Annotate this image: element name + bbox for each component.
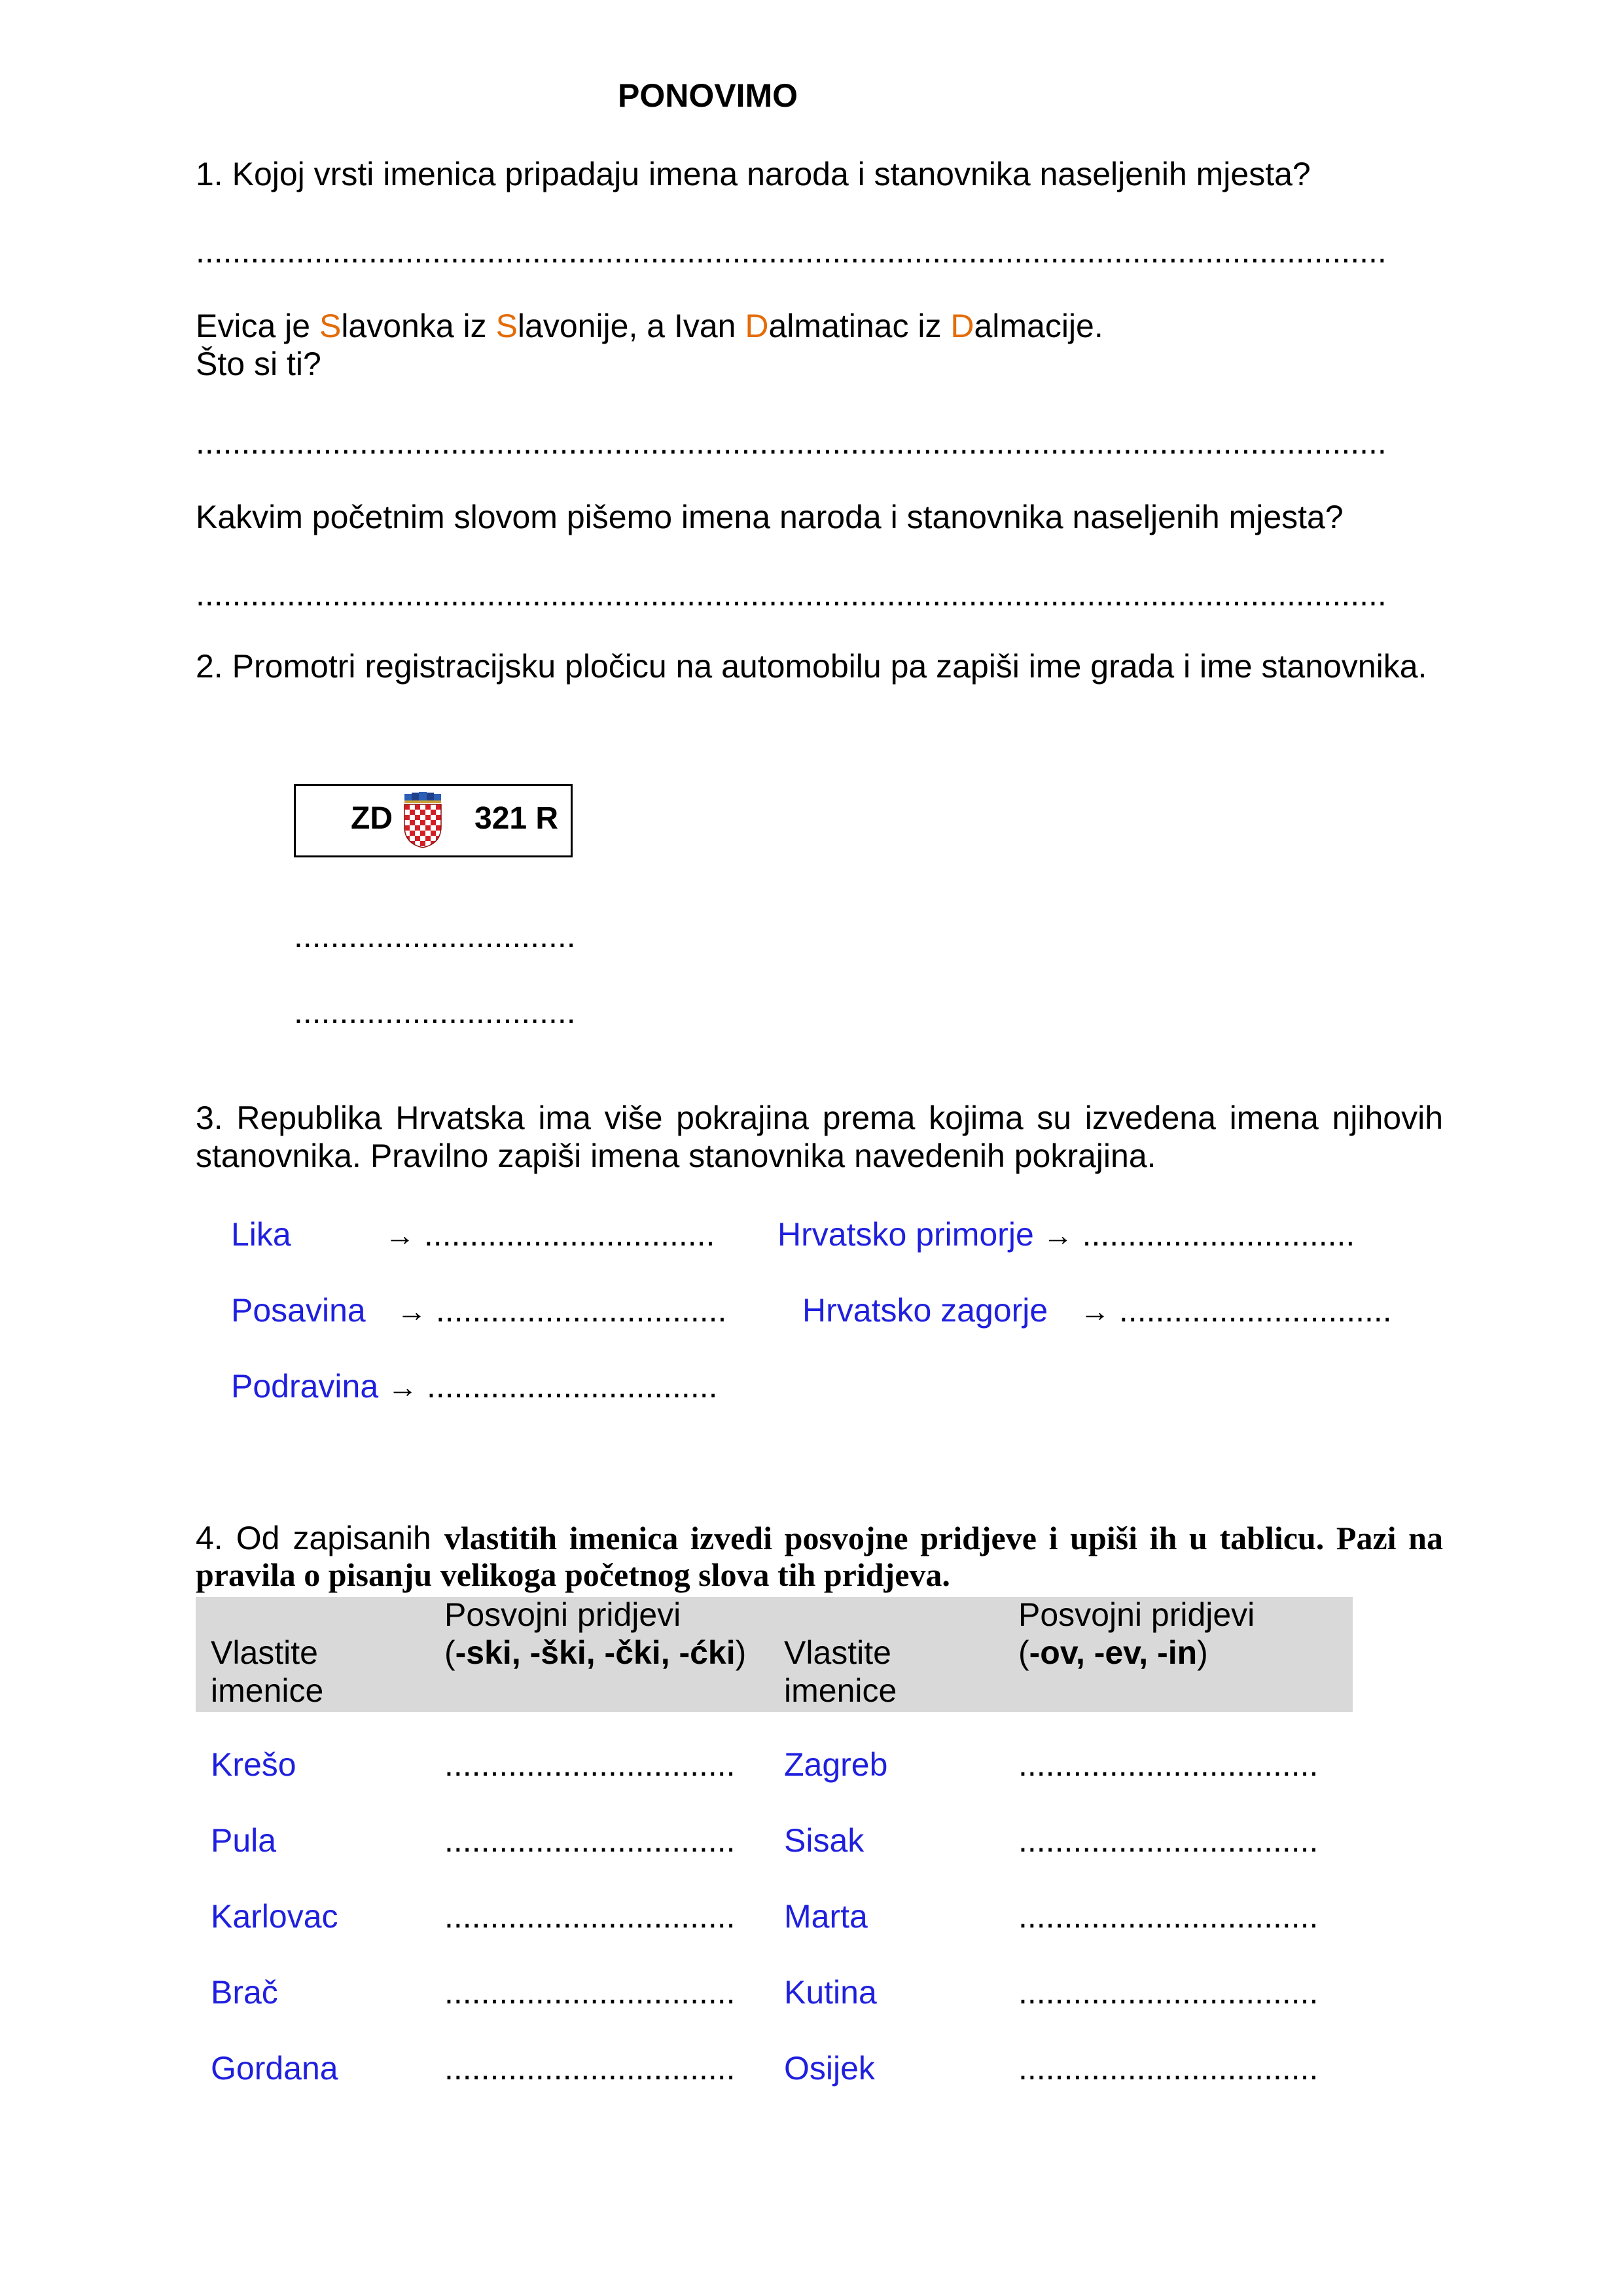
table-cell-noun: Gordana [211,2050,338,2087]
region-lika [231,1216,291,1254]
q1-question3: Kakvim početnim slovom pišemo imena naroda i stanovnika naseljenih mjesta? [196,499,1344,535]
q1-answer-line: ................................................................................................................................... [196,233,1387,270]
q1-question2: Što si ti? [196,346,321,382]
license-plate [294,784,573,857]
region-hrvatsko-primorje [777,1216,1355,1254]
region-hrvatsko-zagorje [802,1292,1048,1330]
q4-intro-bold: vlastitih imenica izvedi posvojne pridjeve i upiši ih u tablicu. Pazi na pravila o pisanju velikoga početnog slova tih pridjeva. [196,1520,1443,1593]
region-answer-dots: ................................ [435,1292,727,1329]
table-cell-noun: Marta [784,1898,868,1935]
region-answer-dots: .............................. [1082,1216,1355,1253]
example-part: S [319,308,342,344]
region-answer-dots: ................................ [423,1216,715,1253]
region-posavina-answer [397,1292,726,1330]
croatian-coat-of-arms-icon [401,791,445,849]
table-cell-answer: ................................ [444,1974,736,2011]
q4-intro [196,1520,1443,1593]
q1-answer-line3: ................................................................................................................................... [196,576,1387,613]
table-header-nouns-1: Vlastite imenice [211,1634,324,1709]
table-cell-answer: ................................ [444,2050,736,2087]
table-cell-noun: Brač [211,1974,278,2011]
table-cell-answer: ................................ [444,1822,736,1859]
table-header-adj-suffixes: (-ski, -ški, -čki, -ćki) [444,1634,747,1671]
q4-intro-plain: 4. Od zapisanih [196,1520,444,1556]
table-cell-answer: ................................. [1018,1746,1319,1783]
table-cell-noun: Karlovac [211,1898,338,1935]
table-cell-answer: ................................ [444,1746,736,1783]
table-cell-noun: Osijek [784,2050,875,2087]
example-part: lavonije, a Ivan [517,308,745,344]
table-header-adjectives-1 [444,1596,772,1672]
region-answer-dots: .............................. [1118,1292,1392,1329]
table-cell-noun: Zagreb [784,1746,888,1783]
example-part: lavonka iz [341,308,496,344]
example-part: almacije. [974,308,1103,344]
table-header-adj-title: Posvojni pridjevi [444,1596,681,1633]
table-cell-noun: Sisak [784,1822,865,1859]
table-cell-noun: Kutina [784,1974,877,2011]
table-header-adj-title: Posvojni pridjevi [1018,1596,1255,1633]
region-answer-dots: ................................ [426,1368,718,1405]
region-name: Hrvatsko zagorje [802,1292,1048,1329]
page-title: PONOVIMO [618,77,798,114]
q1-question: 1. Kojoj vrsti imenica pripadaju imena naroda i stanovnika naseljenih mjesta? [196,156,1311,192]
region-name: Hrvatsko primorje [777,1216,1034,1253]
region-hrvatsko-zagorje-answer [1080,1292,1392,1330]
example-part: D [950,308,974,344]
arrow-icon: → [1043,1218,1073,1252]
example-part: almatinac iz [768,308,951,344]
region-podravina [231,1368,718,1406]
table-cell-answer: ................................. [1018,2050,1319,2087]
arrow-icon: → [387,1370,418,1404]
table-header-adj-suffixes: (-ov, -ev, -in) [1018,1634,1208,1671]
region-name: Podravina [231,1368,379,1405]
arrow-icon: → [1080,1294,1110,1328]
q2-answer-line-resident: ............................... [294,994,576,1030]
table-cell-answer: ................................ [444,1898,736,1935]
arrow-icon: → [385,1218,415,1252]
table-header-adjectives-2 [1018,1596,1346,1672]
q1-answer-line2: ................................................................................................................................... [196,424,1387,461]
table-cell-answer: ................................. [1018,1974,1319,2011]
table-cell-answer: ................................. [1018,1822,1319,1859]
arrow-icon: → [397,1294,427,1328]
table-cell-noun: Pula [211,1822,277,1859]
q2-answer-line-city: ............................... [294,918,576,954]
region-name: Lika [231,1216,291,1253]
plate-city-code: ZD [351,801,393,836]
region-lika-answer [385,1216,715,1254]
table-header-nouns-2: Vlastite imenice [784,1634,897,1709]
q1-example-sentence [196,308,1103,346]
example-part: S [495,308,518,344]
example-part: Evica je [196,308,319,344]
example-part: D [745,308,769,344]
region-posavina [231,1292,366,1330]
table-cell-noun: Krešo [211,1746,296,1783]
plate-number: 321 R [474,801,559,836]
q2-question: 2. Promotri registracijsku pločicu na automobilu pa zapiši ime grada i ime stanovnika. [196,648,1427,685]
region-name: Posavina [231,1292,366,1329]
q3-question: 3. Republika Hrvatska ima više pokrajina prema kojima su izvedena imena njihovih stanovnika. Pravilno zapiši imena stanovnika navedenih pokrajina. [196,1100,1443,1174]
table-cell-answer: ................................. [1018,1898,1319,1935]
